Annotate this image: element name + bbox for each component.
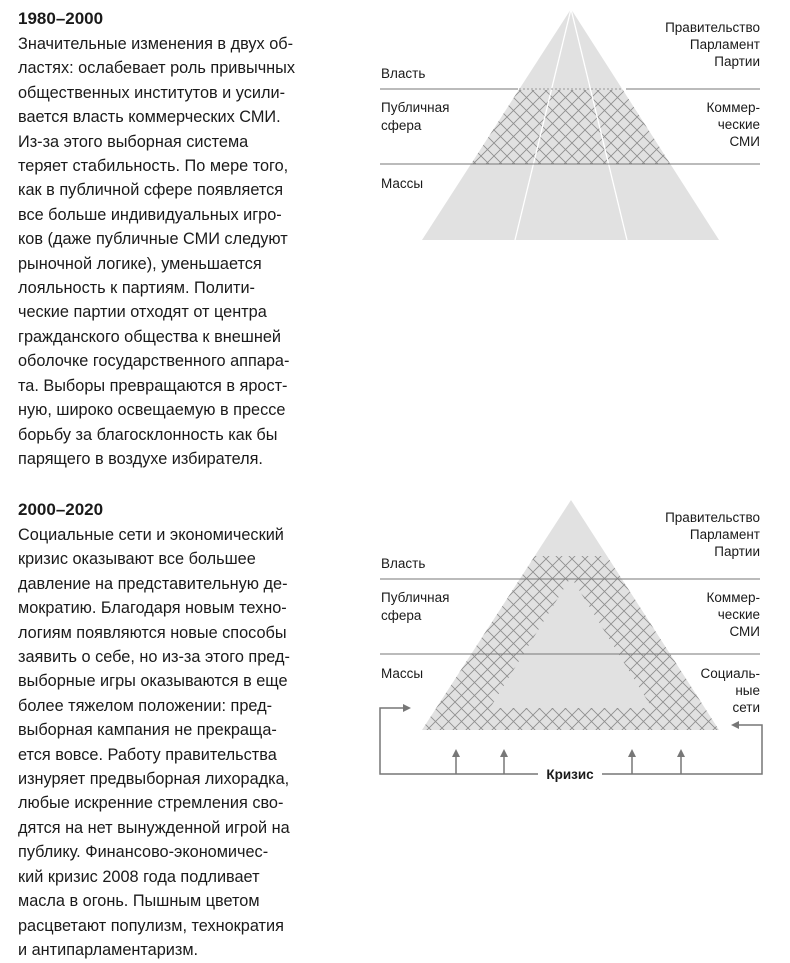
diagram1-label-parliament: Парламент (689, 37, 760, 52)
diagram2-label-commercial-1: Коммер- (706, 590, 760, 605)
diagram2-label-parliament: Парламент (689, 527, 760, 542)
period2-line: масла в огонь. Пышным цветом (18, 892, 260, 911)
period1-title: 1980–2000 (18, 9, 104, 28)
period2-line: ется вовсе. Работу правительства (18, 745, 277, 764)
diagram2-label-parties: Партии (714, 544, 760, 559)
period1-line: ластях: ослабевает роль привычных (18, 59, 296, 78)
period2-line: изнуряет предвыборная лихорадка, (18, 770, 290, 789)
period1-line: Из-за этого выборная система (18, 132, 249, 151)
diagram2 (380, 500, 762, 782)
period2-line: более тяжелом положении: пред- (18, 696, 273, 715)
diagram2-label-commercial-2: ческие (717, 607, 760, 622)
period1-line: борьбу за благосклонность как бы (18, 425, 278, 444)
period1-line: парящего в воздухе избирателя. (18, 449, 263, 468)
period2-line: дятся на нет вынужденной игрой на (18, 818, 290, 837)
diagram2-label-government: Правительство (665, 510, 760, 525)
diagram1-label-masses: Массы (381, 176, 424, 191)
diagram1-label-public-1: Публичная (381, 100, 450, 115)
diagram1-label-government: Правительство (665, 20, 760, 35)
pyramid1-hatch-band (400, 90, 740, 164)
crisis-label: Кризис (546, 767, 594, 782)
period2-line: выборные игры оказываются в еще (18, 672, 288, 691)
period1-line: ков (даже публичные СМИ следуют (18, 230, 288, 249)
period1-line: та. Выборы превращаются в ярост- (18, 376, 288, 395)
period2-line: кризис оказывают все большее (18, 550, 256, 569)
crisis-loop-right-arrow (602, 725, 762, 774)
diagram2-label-commercial-3: СМИ (729, 624, 760, 639)
period1-line: как в публичной сфере появляется (18, 181, 284, 200)
period2-line: публику. Финансово-экономичес- (18, 843, 269, 862)
period1-line: общественных институтов и усили- (18, 83, 286, 102)
period2-line: заявить о себе, но из-за этого пред- (18, 648, 290, 667)
period1-line: лояльность к партиям. Полити- (18, 279, 255, 298)
period1-line: Значительные изменения в двух об- (18, 35, 293, 53)
diagram2-label-social-3: сети (732, 700, 760, 715)
period1-line: теряет стабильность. По мере того, (18, 157, 289, 176)
diagram1-label-power: Власть (381, 66, 426, 81)
period2-line: выборная кампания не прекраща- (18, 721, 277, 740)
period2-line: Социальные сети и экономический (18, 526, 284, 544)
period1-line: гражданского общества к внешней (18, 327, 281, 346)
period2-line: расцветают популизм, технократия (18, 916, 284, 935)
period1-line: рыночной логике), уменьшается (18, 254, 262, 273)
diagram1-label-public-2: сфера (381, 118, 422, 133)
period2-line: кий кризис 2008 года подливает (18, 867, 260, 886)
period1-line: оболочке государственного аппара- (18, 352, 290, 371)
period1-line: все больше индивидуальных игро- (18, 205, 282, 224)
diagram2-label-masses: Массы (381, 666, 424, 681)
period1-line: ную, широко освещаемую в прессе (18, 401, 286, 420)
diagram2-label-social-1: Социаль- (700, 666, 760, 681)
diagram1-label-parties: Партии (714, 54, 760, 69)
diagram2-label-social-2: ные (735, 683, 760, 698)
diagram2-label-power: Власть (381, 556, 426, 571)
period1-line: вается власть коммерческих СМИ. (18, 108, 281, 127)
diagram1 (380, 9, 760, 240)
period2-line: давление на представительную де- (18, 574, 288, 593)
period2-line: логиям появляются новые способы (18, 623, 287, 642)
diagram1-label-commercial-1: Коммер- (706, 100, 760, 115)
period2-line: мократию. Благодаря новым техно- (18, 599, 287, 618)
diagram2-label-public-2: сфера (381, 608, 422, 623)
diagram2-label-public-1: Публичная (381, 590, 450, 605)
period2-title: 2000–2020 (18, 500, 104, 519)
diagram1-label-commercial-3: СМИ (729, 134, 760, 149)
period2-line: любые искренние стремления сво- (18, 794, 284, 813)
period1-line: ческие партии отходят от центра (18, 303, 267, 322)
diagram1-label-commercial-2: ческие (717, 117, 760, 132)
period2-line: и антипарламентаризм. (18, 940, 199, 959)
